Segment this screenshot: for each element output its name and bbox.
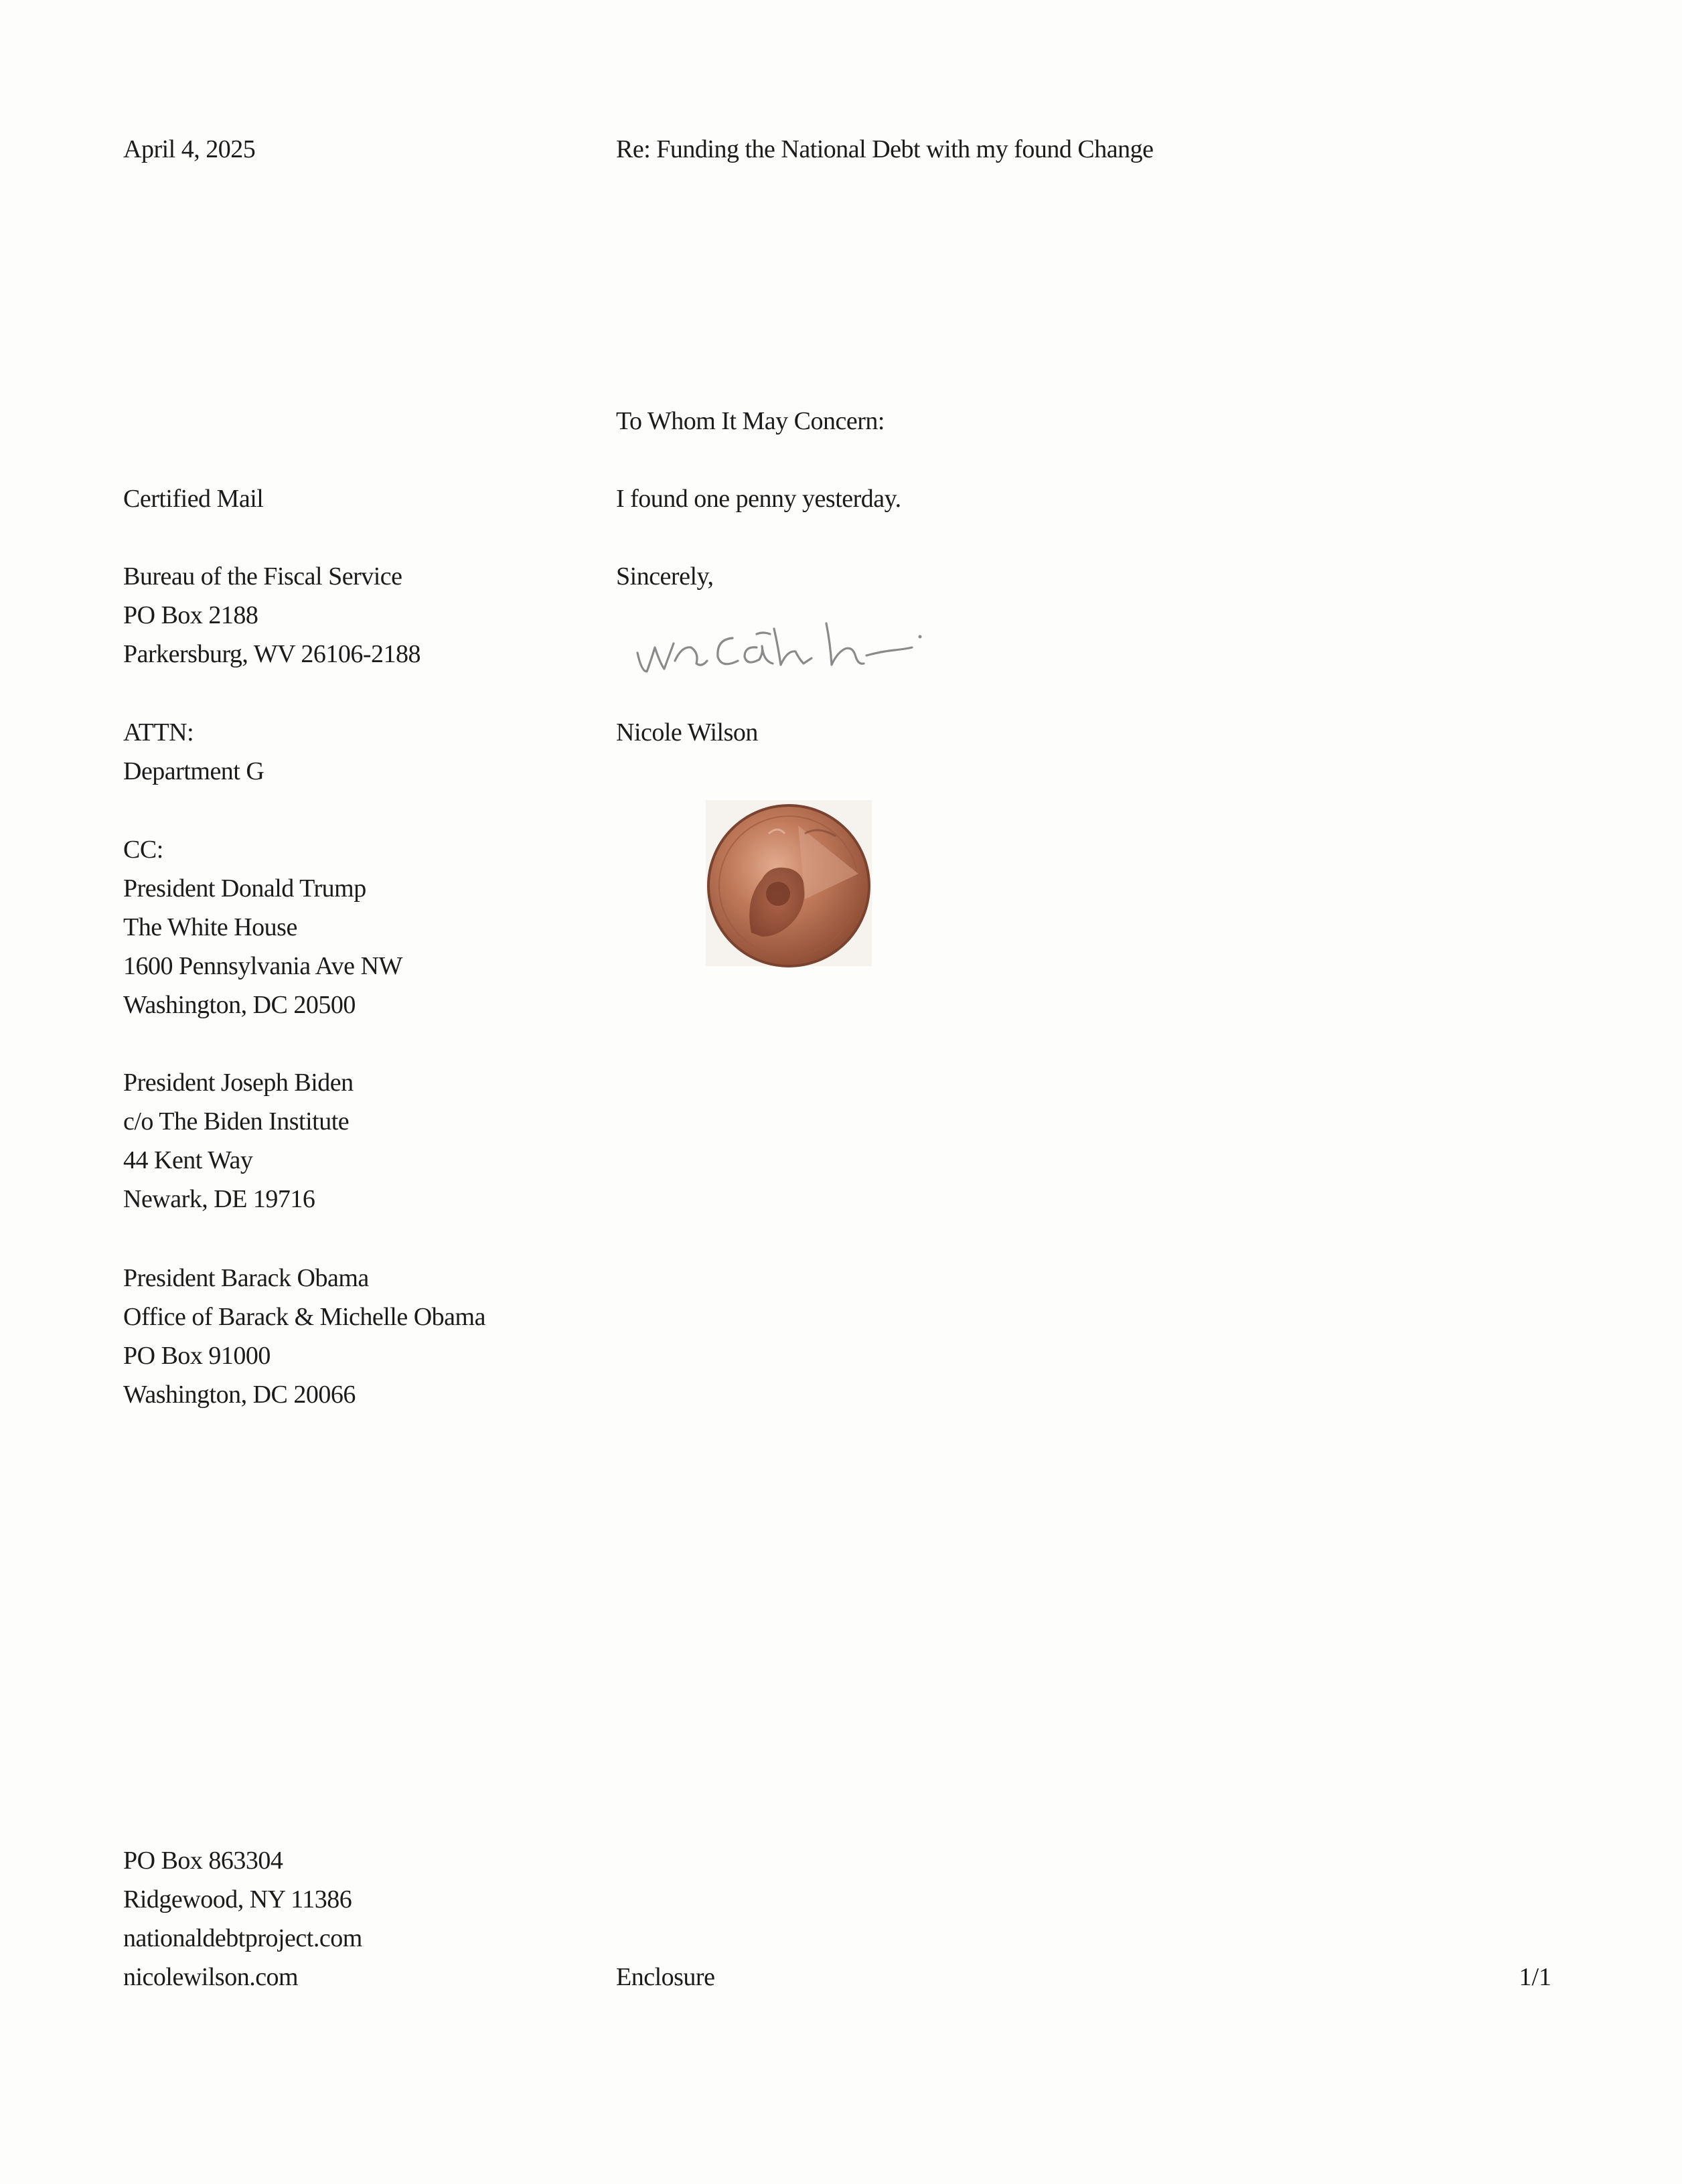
cc-line: 44 Kent Way	[123, 1146, 253, 1174]
sender-line: PO Box 863304	[123, 1847, 283, 1875]
cc-line: President Donald Trump	[123, 874, 366, 903]
cc-recipient-obama	[123, 1259, 485, 1414]
cc-recipient-biden	[123, 1063, 354, 1219]
recipient-address	[123, 557, 420, 674]
cc-line: Washington, DC 20066	[123, 1381, 356, 1409]
cc-line: Office of Barack & Michelle Obama	[123, 1303, 485, 1331]
cc-block	[123, 830, 402, 1024]
signer-name: Nicole Wilson	[616, 718, 758, 747]
sender-line: Ridgewood, NY 11386	[123, 1885, 352, 1914]
cc-line: Newark, DE 19716	[123, 1185, 315, 1213]
sender-line: nationaldebtproject.com	[123, 1924, 362, 1952]
cc-line: President Joseph Biden	[123, 1069, 354, 1097]
cc-line: Washington, DC 20500	[123, 991, 356, 1019]
cc-line: The White House	[123, 913, 297, 941]
page-number: 1/1	[1519, 1963, 1551, 1991]
attn-value: Department G	[123, 757, 264, 785]
penny-coin-image	[704, 799, 873, 967]
handwritten-signature	[632, 599, 940, 693]
recipient-line: PO Box 2188	[123, 601, 258, 629]
sender-line: nicolewilson.com	[123, 1963, 299, 1991]
attn-label: ATTN:	[123, 718, 194, 747]
letter-date: April 4, 2025	[123, 135, 256, 163]
letter-body: I found one penny yesterday.	[616, 485, 901, 513]
cc-line: 1600 Pennsylvania Ave NW	[123, 952, 402, 980]
cc-label: CC:	[123, 836, 163, 864]
delivery-method: Certified Mail	[123, 485, 264, 513]
cc-line: President Barack Obama	[123, 1264, 369, 1292]
closing: Sincerely,	[616, 562, 714, 591]
enclosure-label: Enclosure	[616, 1963, 715, 1991]
cc-line: PO Box 91000	[123, 1342, 271, 1370]
letter-subject: Re: Funding the National Debt with my found Change	[616, 135, 1154, 163]
salutation: To Whom It May Concern:	[616, 407, 885, 435]
cc-line: c/o The Biden Institute	[123, 1107, 350, 1136]
sender-address	[123, 1841, 362, 1997]
recipient-line: Parkersburg, WV 26106-2188	[123, 640, 421, 668]
attn-block	[123, 713, 264, 791]
recipient-line: Bureau of the Fiscal Service	[123, 562, 402, 591]
